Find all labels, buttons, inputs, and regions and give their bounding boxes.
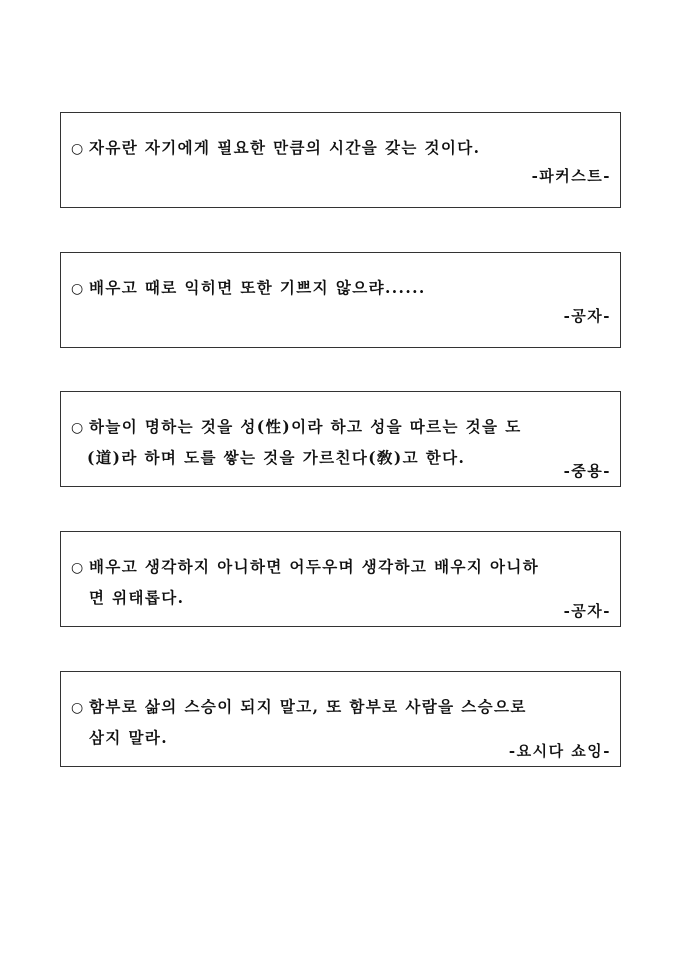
circle-bullet-icon: ○ bbox=[71, 141, 85, 157]
circle-bullet-icon: ○ bbox=[71, 700, 85, 716]
quote-text-line bbox=[71, 276, 612, 298]
quote-text-line bbox=[71, 415, 612, 437]
quote-author: -중용- bbox=[563, 462, 611, 480]
quote-box bbox=[60, 531, 621, 627]
quote-text: 배우고 때로 익히면 또한 기쁘지 않으랴...... bbox=[89, 278, 426, 297]
circle-bullet-icon: ○ bbox=[71, 560, 85, 576]
quote-text: 함부로 삶의 스승이 되지 말고, 또 함부로 사람을 스승으로 bbox=[89, 697, 527, 716]
quote-text-line bbox=[71, 695, 612, 717]
quote-text-line bbox=[71, 555, 612, 577]
quote-box bbox=[60, 252, 621, 348]
quote-author: -공자- bbox=[563, 602, 611, 620]
quote-text-line: 면 위태롭다. bbox=[89, 588, 185, 607]
quote-text-line bbox=[71, 136, 612, 158]
quote-text: 자유란 자기에게 필요한 만큼의 시간을 갖는 것이다. bbox=[89, 138, 481, 157]
circle-bullet-icon: ○ bbox=[71, 281, 85, 297]
quote-box bbox=[60, 112, 621, 208]
quote-text: 배우고 생각하지 아니하면 어두우며 생각하고 배우지 아니하 bbox=[89, 557, 540, 576]
quote-text-line: (道)라 하며 도를 쌓는 것을 가르친다(敎)고 한다. bbox=[87, 448, 466, 467]
quote-text: 하늘이 명하는 것을 성(性)이라 하고 성을 따르는 것을 도 bbox=[89, 417, 522, 436]
quote-author: -요시다 쇼잉- bbox=[508, 742, 611, 760]
quote-text-line: 삼지 말라. bbox=[89, 728, 169, 747]
quote-box bbox=[60, 671, 621, 767]
quote-box bbox=[60, 391, 621, 487]
quote-author: -공자- bbox=[563, 307, 611, 325]
circle-bullet-icon: ○ bbox=[71, 420, 85, 436]
quote-author: -파커스트- bbox=[531, 167, 611, 185]
